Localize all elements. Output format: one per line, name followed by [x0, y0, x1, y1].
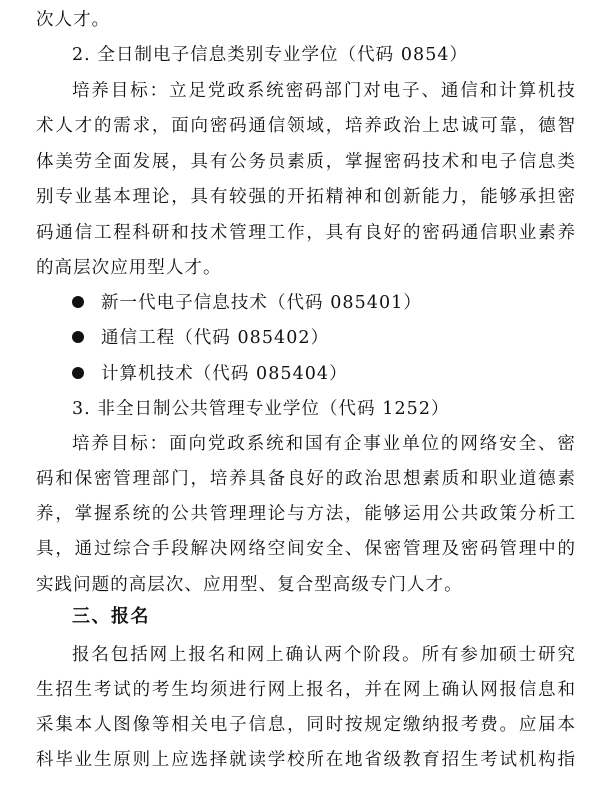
text-line: 体美劳全面发展，具有公务员素质，掌握密码技术和电子信息类 [36, 152, 576, 172]
subsection-heading-public-admin: 3. 非全日制公共管理专业学位（代码 1252） [72, 399, 450, 419]
bullet-text: 计算机技术（代码 085404） [101, 364, 348, 384]
text-line: 码通信工程科研和技术管理工作，具有良好的密码通信职业素养 [36, 223, 576, 243]
text-line: 码和保密管理部门，培养具备良好的政治思想素质和职业道德素 [36, 469, 576, 489]
text-line: 次人才。 [36, 10, 111, 30]
text-line: 培养目标：面向党政系统和国有企事业单位的网络安全、密 [72, 434, 576, 454]
bullet-item [72, 290, 422, 316]
bullet-icon [72, 367, 84, 379]
text-line: 实践问题的高层次、应用型、复合型高级专门人才。 [36, 575, 463, 595]
text-line: 别专业基本理论，具有较强的开拓精神和创新能力，能够承担密 [36, 187, 576, 207]
bullet-text: 通信工程（代码 085402） [101, 328, 330, 348]
text-line: 术人才的需求，面向密码通信领域，培养政治上忠诚可靠，德智 [36, 116, 576, 136]
subsection-heading-electronics: 2. 全日制电子信息类别专业学位（代码 0854） [72, 45, 469, 65]
text-line: 采集本人图像等相关电子信息，同时按规定缴纳报考费。应届本 [36, 715, 576, 735]
text-line: 报名包括网上报名和网上确认两个阶段。所有参加硕士研究 [72, 645, 576, 665]
bullet-text: 新一代电子信息技术（代码 085401） [101, 293, 422, 313]
text-line: 培养目标：立足党政系统密码部门对电子、通信和计算机技 [72, 81, 576, 101]
bullet-item [72, 361, 348, 387]
text-line: 养，掌握系统的公共管理理论与方法，能够运用公共政策分析工 [36, 504, 576, 524]
bullet-icon [72, 296, 84, 308]
bullet-item [72, 325, 329, 351]
text-line: 具，通过综合手段解决网络空间安全、保密管理及密码管理中的 [36, 539, 576, 559]
text-line: 科毕业生原则上应选择就读学校所在地省级教育招生考试机构指 [36, 750, 576, 770]
bullet-icon [72, 331, 84, 343]
text-line: 的高层次应用型人才。 [36, 258, 222, 278]
text-line: 生招生考试的考生均须进行网上报名，并在网上确认网报信息和 [36, 680, 576, 700]
section-heading: 三、报名 [72, 606, 150, 627]
